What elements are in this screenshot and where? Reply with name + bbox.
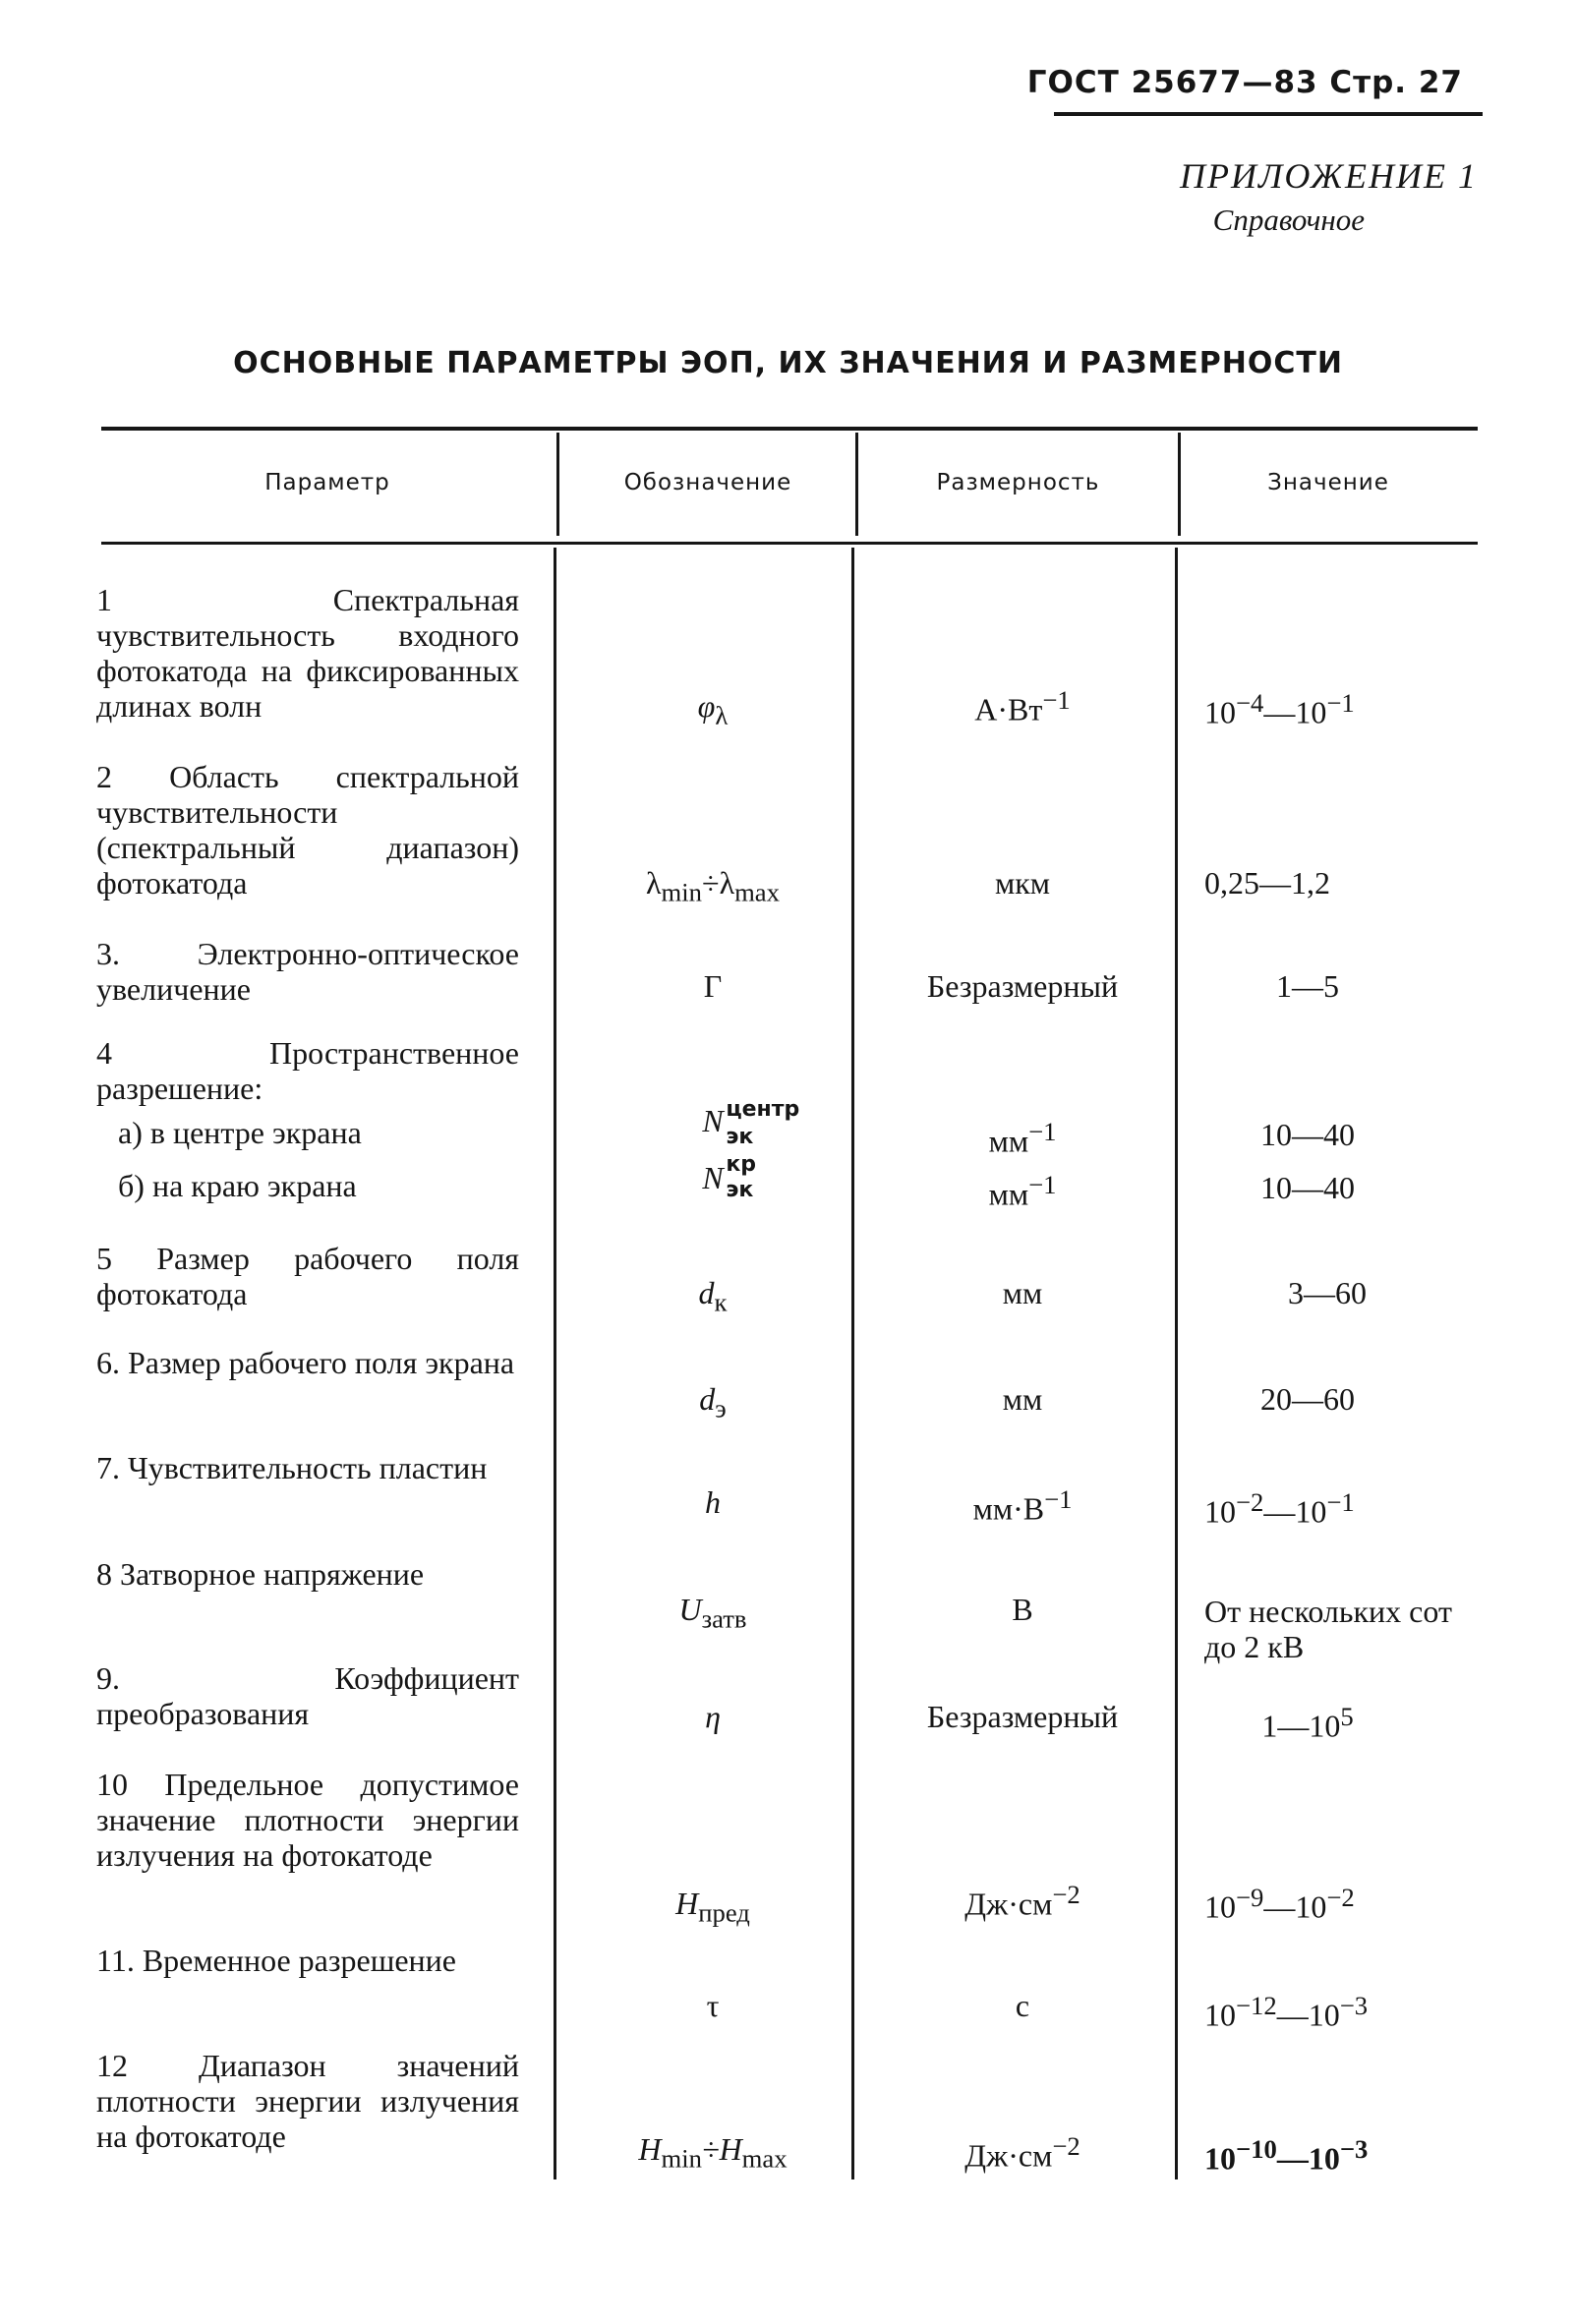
unit-cell: с <box>1015 1988 1030 2023</box>
symbol-cell: τ <box>706 1988 720 2023</box>
unit-cell: Безразмерный <box>926 968 1119 1004</box>
parameter-cell: 9. Коэффициент преобразования <box>96 1660 519 1731</box>
symbol-cell: N центр эк <box>702 1097 800 1149</box>
table-header-rule <box>101 542 1478 545</box>
symbol-cell: N кр эк <box>702 1152 757 1202</box>
symbol-cell: $d_э$ <box>699 1381 727 1423</box>
symbol-cell: h <box>705 1484 721 1520</box>
symbol-cell: $H_{пред}$ <box>675 1886 750 1928</box>
parameter-cell: б) на краю экрана <box>118 1168 357 1203</box>
column-divider <box>1175 548 1178 2179</box>
column-divider <box>556 433 559 536</box>
unit-cell: $А\cdot Вт^{-1}$ <box>974 685 1071 727</box>
value-cell: $10^{-10}—10^{-3}$ <box>1204 2134 1369 2177</box>
parameter-cell: 8 Затворное напряжение <box>96 1556 425 1592</box>
page-header-code: ГОСТ 25677—83 Стр. 27 <box>1026 65 1463 100</box>
column-header-symbol: Обозначение <box>623 470 792 495</box>
unit-cell: В <box>1012 1592 1033 1627</box>
symbol-cell: η <box>705 1699 721 1734</box>
appendix-note: Справочное <box>1212 203 1365 237</box>
parameter-cell: 12 Диапазон значений плотности энергии излучения на фотокатоде <box>96 2048 519 2154</box>
parameter-cell: 4 Пространственное разрешение: <box>96 1035 519 1106</box>
value-cell: 20—60 <box>1260 1381 1355 1417</box>
symbol-cell: $U_{затв}$ <box>678 1592 747 1634</box>
column-divider <box>554 548 556 2179</box>
value-cell: От нескольких сот до 2 кВ <box>1204 1594 1452 1664</box>
value-cell: $10^{-12}—10^{-3}$ <box>1204 1991 1369 2033</box>
value-cell: $10^{-9}—10^{-2}$ <box>1204 1883 1355 1925</box>
value-cell: $10^{-4}—10^{-1}$ <box>1204 688 1355 730</box>
unit-cell: мм <box>1002 1381 1043 1417</box>
parameter-cell: 10 Предельное допустимое значение плотности энергии излучения на фотокатоде <box>96 1767 519 1873</box>
parameter-cell: 2 Область спектральной чувствительности (спектральный диапазон) фотокатода <box>96 759 519 901</box>
value-cell: 10—40 <box>1260 1117 1355 1152</box>
column-divider <box>851 548 854 2179</box>
page-title: ОСНОВНЫЕ ПАРАМЕТРЫ ЭОП, ИХ ЗНАЧЕНИЯ И РАЗМЕРНОСТИ <box>233 346 1343 380</box>
column-header-value: Значение <box>1267 470 1389 495</box>
unit-cell: $Дж\cdot см^{-2}$ <box>964 2131 1080 2174</box>
unit-cell: $мм^{-1}$ <box>988 1170 1057 1212</box>
column-header-unit: Размерность <box>936 470 1100 495</box>
header-underline <box>1054 112 1483 116</box>
symbol-cell: $\lambda_{min}\div\lambda_{max}$ <box>646 865 780 907</box>
parameter-cell: а) в центре экрана <box>118 1115 362 1150</box>
unit-cell: $мм\cdot В^{-1}$ <box>972 1484 1073 1527</box>
unit-cell: Безразмерный <box>926 1699 1119 1734</box>
unit-cell: мкм <box>994 865 1051 901</box>
value-cell: 10—40 <box>1260 1170 1355 1205</box>
symbol-cell: Г <box>703 968 723 1004</box>
parameter-cell: 1 Спектральная чувствительность входного фотокатода на фиксированных длинах волн <box>96 582 519 724</box>
symbol-cell: $H_{min}\div H_{max}$ <box>638 2131 788 2174</box>
parameter-cell: 7. Чувствительность пластин <box>96 1450 488 1485</box>
unit-cell: мм <box>1002 1275 1043 1310</box>
symbol-cell: $\varphi_\lambda$ <box>697 688 729 730</box>
value-cell: $10^{-2}—10^{-1}$ <box>1204 1487 1355 1530</box>
table-top-rule <box>101 427 1478 431</box>
parameter-cell: 3. Электронно-оптическое увеличение <box>96 936 519 1007</box>
appendix-label: ПРИЛОЖЕНИЕ 1 <box>1180 156 1478 196</box>
unit-cell: $мм^{-1}$ <box>988 1117 1057 1159</box>
value-cell: 3—60 <box>1288 1275 1367 1310</box>
parameter-cell: 5 Размер рабочего поля фотокатода <box>96 1241 519 1311</box>
value-cell: 1—5 <box>1276 968 1339 1004</box>
column-header-parameter: Параметр <box>264 470 390 495</box>
symbol-cell: $d_к$ <box>698 1275 728 1317</box>
unit-cell: $Дж\cdot см^{-2}$ <box>964 1880 1080 1922</box>
parameter-cell: 11. Временное разрешение <box>96 1943 456 1978</box>
parameter-cell: 6. Размер рабочего поля экрана <box>96 1345 515 1380</box>
value-cell: 0,25—1,2 <box>1204 865 1330 901</box>
value-cell: $1—10^5$ <box>1261 1702 1354 1744</box>
